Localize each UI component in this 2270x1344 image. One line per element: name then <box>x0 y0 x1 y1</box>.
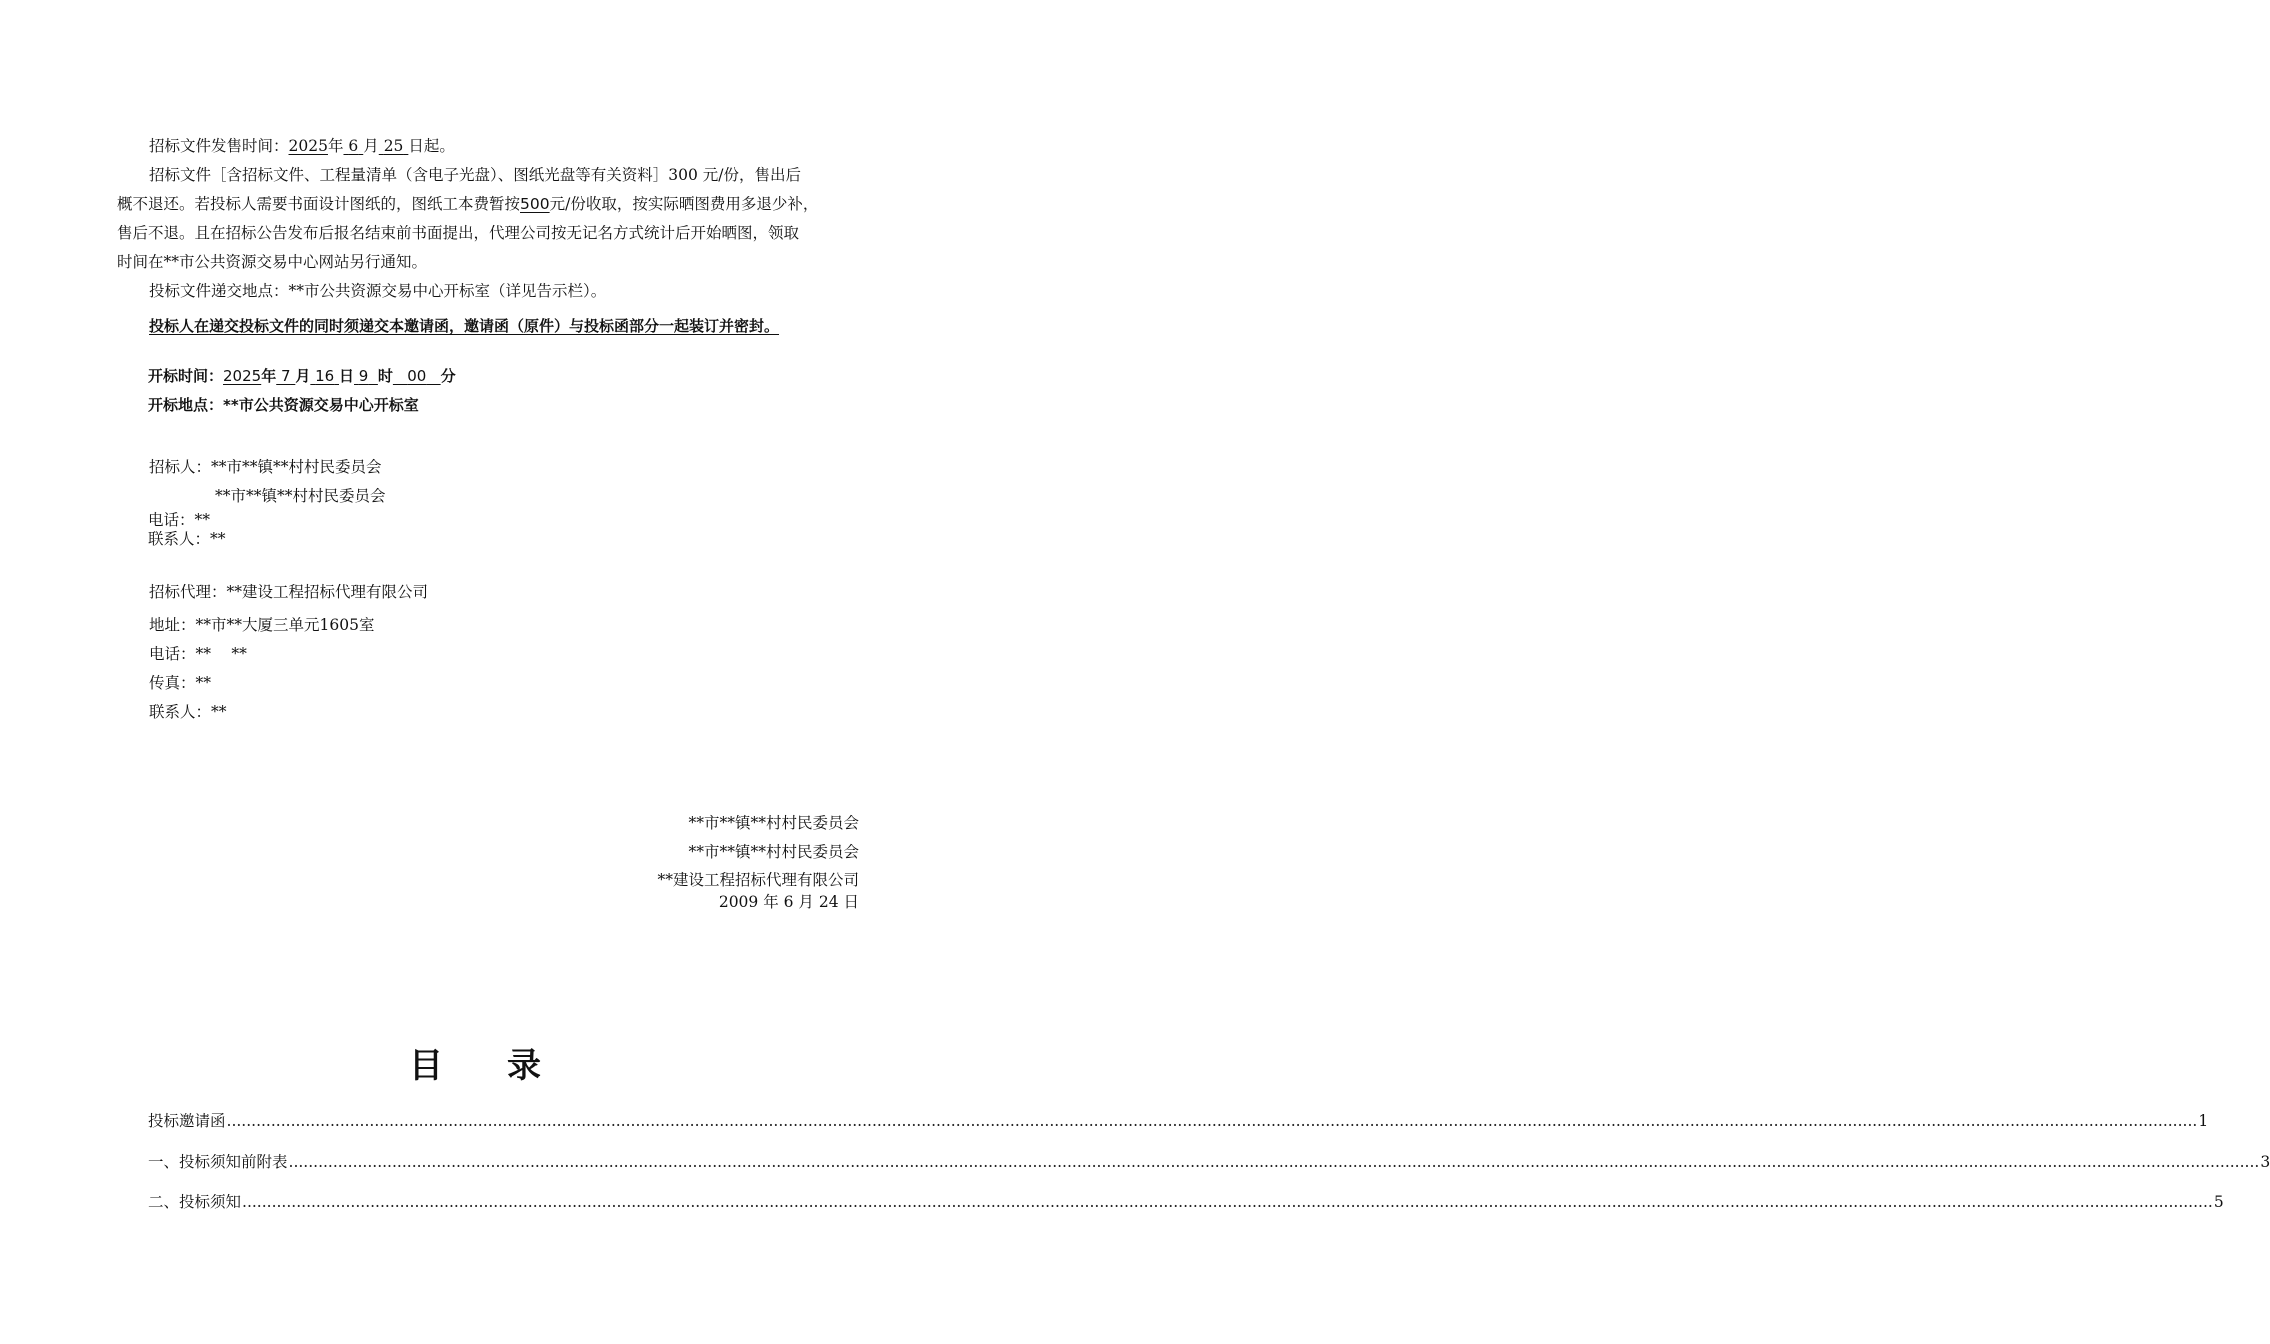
tenderer-line-1: 招标人：**市**镇**村村民委员会 <box>149 458 382 476</box>
toc-item[interactable] <box>148 1109 2209 1130</box>
toc-heading <box>0 1038 950 1087</box>
agent-contact: 联系人：** <box>149 703 227 721</box>
toc-heading-char-2: 录 <box>507 1046 541 1086</box>
fee-line-4: 时间在**市公共资源交易中心网站另行通知。 <box>117 253 428 271</box>
signature-line-2: **市**镇**村村民委员会 <box>688 843 859 861</box>
open-year: 2025 <box>223 367 262 385</box>
sale-day-unit: 日 <box>408 137 424 155</box>
open-place: 开标地点：**市公共资源交易中心开标室 <box>148 396 419 414</box>
fee-line-2-b: 元/份收取，按实际晒图费用多退少补， <box>549 195 819 213</box>
toc-item-page: 1 <box>2198 1112 2209 1130</box>
sale-month-unit: 月 <box>363 137 379 155</box>
toc-item[interactable] <box>148 1190 2224 1211</box>
agent-fax: 传真：** <box>149 674 212 692</box>
toc-item-page: 5 <box>2213 1193 2224 1211</box>
toc-leader-dots: ................................................................................................................................................................................................................................................................................................................................................................................................................ <box>288 1153 2260 1171</box>
signature-date: 2009 年 6 月 24 日 <box>718 893 859 911</box>
open-hour: 9 <box>358 367 369 385</box>
fee-line-1: 招标文件［含招标文件、工程量清单（含电子光盘）、图纸光盘等有关资料］300 元/份，售出后 <box>149 166 801 184</box>
notice-text: 投标人在递交投标文件的同时须递交本邀请函，邀请函（原件）与投标函部分一起装订并密封。 <box>149 317 780 335</box>
open-day-unit: 日 <box>339 367 355 385</box>
toc-item-label: 投标邀请函 <box>148 1112 226 1130</box>
sale-month: 6 <box>348 137 359 155</box>
open-year-unit: 年 <box>261 367 277 385</box>
open-minute-unit: 分 <box>440 367 456 385</box>
sale-time-suffix: 起。 <box>423 137 455 155</box>
open-day: 16 <box>315 367 335 385</box>
signature-line-1: **市**镇**村村民委员会 <box>688 814 859 832</box>
toc-leader-dots: ................................................................................................................................................................................................................................................................................................................................................................................................................ <box>226 1112 2198 1130</box>
submit-place: 投标文件递交地点：**市公共资源交易中心开标室（详见告示栏）。 <box>149 282 607 300</box>
tenderer-line-2: **市**镇**村村民委员会 <box>215 487 386 505</box>
fee-line-2 <box>117 197 818 213</box>
toc-item-label: 一、投标须知前附表 <box>148 1153 288 1171</box>
sale-year: 2025 <box>288 137 328 155</box>
open-month-unit: 月 <box>295 367 311 385</box>
open-minute: 00 <box>407 367 427 385</box>
toc-item-page: 3 <box>2260 1153 2270 1171</box>
tenderer-phone: 电话：** <box>148 511 211 529</box>
sale-day: 25 <box>383 137 404 155</box>
agent-phone: 电话：** ** <box>149 645 247 663</box>
drawing-fee-amount: 500 <box>520 195 550 213</box>
fee-line-2-a: 概不退还。若投标人需要书面设计图纸的，图纸工本费暂按 <box>117 195 521 213</box>
sale-year-unit: 年 <box>327 137 344 155</box>
open-time-line <box>148 369 456 384</box>
open-month: 7 <box>281 367 291 385</box>
fee-line-3: 售后不退。且在招标公告发布后报名结束前书面提出，代理公司按无记名方式统计后开始晒图，领取 <box>117 224 800 242</box>
tenderer-contact: 联系人：** <box>148 530 226 548</box>
toc-leader-dots: ................................................................................................................................................................................................................................................................................................................................................................................................................ <box>242 1193 2213 1211</box>
sale-time-label: 招标文件发售时间： <box>149 137 289 155</box>
toc-item[interactable] <box>148 1150 2270 1171</box>
open-time-label: 开标时间： <box>148 367 224 385</box>
toc-item-label: 二、投标须知 <box>148 1193 242 1211</box>
open-hour-unit: 时 <box>377 367 393 385</box>
toc-heading-char-1: 目 <box>409 1046 443 1086</box>
agent-name: 招标代理：**建设工程招标代理有限公司 <box>149 583 429 601</box>
agent-address: 地址：**市**大厦三单元1605室 <box>149 616 375 634</box>
sale-time-line <box>149 139 455 155</box>
signature-line-3: **建设工程招标代理有限公司 <box>657 871 859 889</box>
